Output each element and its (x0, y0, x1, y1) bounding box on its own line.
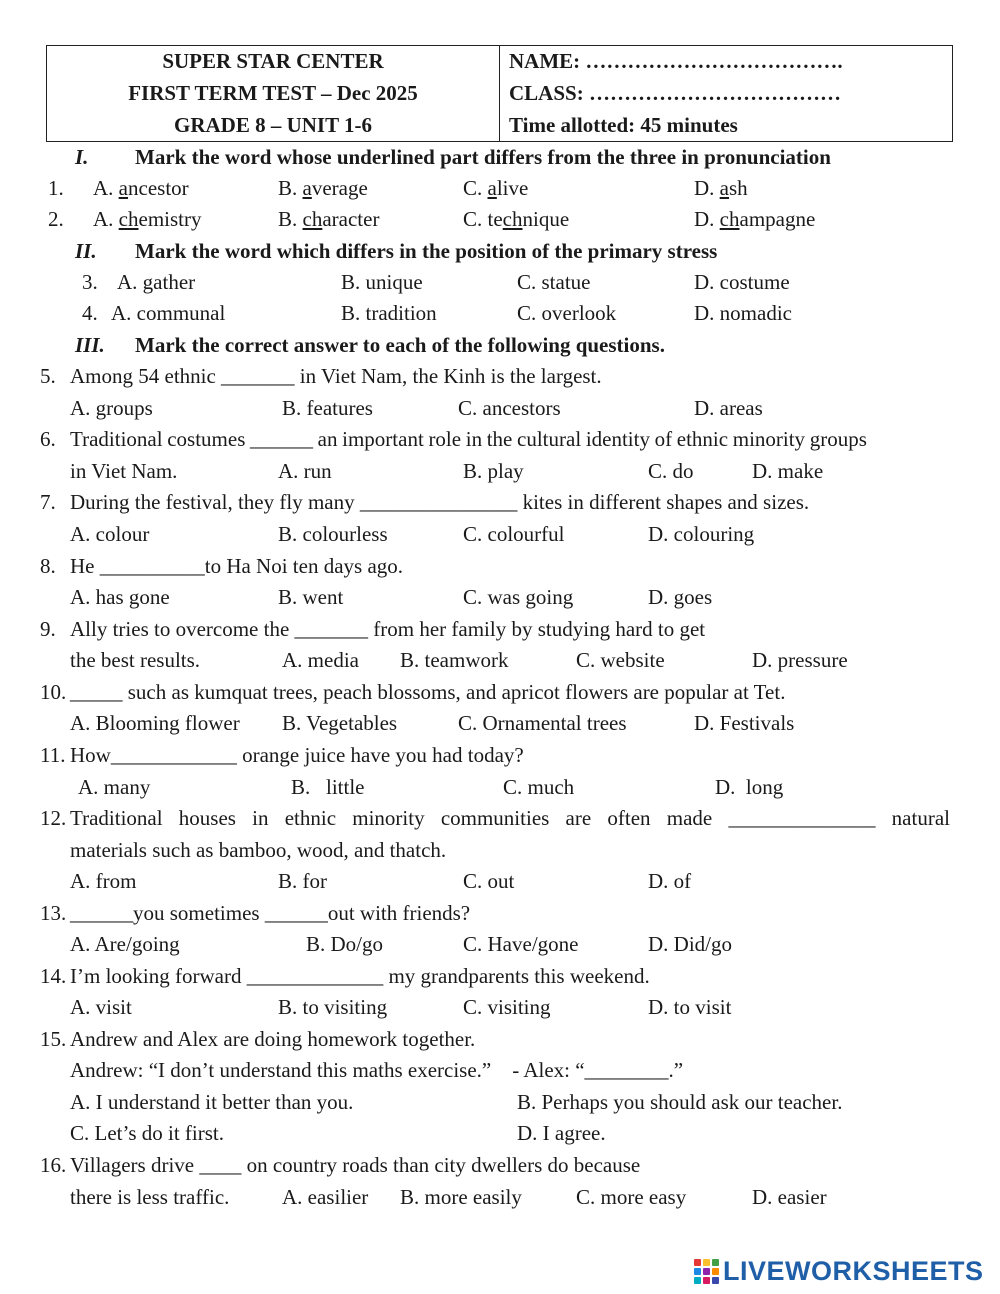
section-1-number: I. (75, 145, 89, 169)
option-b[interactable]: B. unique (341, 270, 423, 294)
question-stem: Andrew and Alex are doing homework together. (70, 1027, 476, 1051)
logo-square (712, 1277, 719, 1284)
option-b[interactable]: B. Vegetables (282, 711, 398, 735)
option-d[interactable]: D. ash (694, 176, 748, 200)
logo-square (703, 1277, 710, 1284)
question-number: 10. (40, 680, 67, 704)
question-stem: He __________to Ha Noi ten days ago. (70, 554, 404, 578)
option-c[interactable]: C. colourful (463, 522, 565, 546)
option-c[interactable]: C. visiting (463, 995, 551, 1019)
option-a[interactable]: A. visit (70, 995, 132, 1019)
question-number: 16. (40, 1153, 67, 1177)
option-b[interactable]: B. more easily (400, 1185, 522, 1209)
option-c[interactable]: C. Let’s do it first. (70, 1121, 224, 1145)
logo-square (703, 1268, 710, 1275)
option-c[interactable]: C. was going (463, 585, 574, 609)
question-number: 15. (40, 1027, 67, 1051)
logo-square (712, 1259, 719, 1266)
logo-square (703, 1259, 710, 1266)
option-a[interactable]: A. colour (70, 522, 150, 546)
option-c[interactable]: C. overlook (517, 301, 617, 325)
header-divider (499, 46, 500, 141)
test-title: FIRST TERM TEST – Dec 2025 (128, 81, 418, 105)
question-stem: Ally tries to overcome the _______ from her family by studying hard to get (70, 617, 706, 641)
question-number: 12. (40, 806, 67, 830)
option-b[interactable]: B. to visiting (278, 995, 388, 1019)
question-stem: How____________ orange juice have you had today? (70, 743, 524, 767)
question-number: 4. (82, 301, 98, 325)
option-a[interactable]: A. Blooming flower (70, 711, 240, 735)
option-d[interactable]: D. areas (694, 396, 763, 420)
option-a[interactable]: A. run (278, 459, 332, 483)
option-a[interactable]: A. groups (70, 396, 153, 420)
option-b[interactable]: B. features (282, 396, 373, 420)
option-d[interactable]: D. of (648, 869, 692, 893)
option-d[interactable]: D. costume (694, 270, 790, 294)
option-b[interactable]: B. Perhaps you should ask our teacher. (517, 1090, 843, 1114)
option-c[interactable]: C. Have/gone (463, 932, 579, 956)
logo-grid-icon (694, 1259, 719, 1284)
question-number: 3. (82, 270, 98, 294)
option-a[interactable]: A. Are/going (70, 932, 180, 956)
name-field[interactable]: NAME: ………………………………. (509, 49, 843, 73)
center-name: SUPER STAR CENTER (162, 49, 384, 73)
question-stem: Among 54 ethnic _______ in Viet Nam, the Kinh is the largest. (70, 364, 602, 388)
option-d[interactable]: D. long (715, 775, 784, 799)
option-b[interactable]: B. tradition (341, 301, 437, 325)
dialogue-line: Andrew: “I don’t understand this maths exercise.” - Alex: “________.” (70, 1058, 684, 1082)
question-stem: Traditional houses in ethnic minority communities are often made ______________ natural (70, 806, 950, 830)
option-a[interactable]: A. communal (111, 301, 226, 325)
logo-square (694, 1277, 701, 1284)
option-c[interactable]: C. website (576, 648, 665, 672)
question-stem-continued: materials such as bamboo, wood, and thatch. (70, 838, 447, 862)
question-stem-continued: the best results. (70, 648, 201, 672)
question-stem: _____ such as kumquat trees, peach blossoms, and apricot flowers are popular at Tet. (70, 680, 786, 704)
question-number: 2. (48, 207, 64, 231)
option-d[interactable]: D. make (752, 459, 824, 483)
question-stem-continued: in Viet Nam. (70, 459, 178, 483)
option-d[interactable]: D. goes (648, 585, 713, 609)
question-stem-continued: there is less traffic. (70, 1185, 230, 1209)
option-b[interactable]: B. Do/go (306, 932, 384, 956)
option-a[interactable]: A. from (70, 869, 137, 893)
option-c[interactable]: C. more easy (576, 1185, 687, 1209)
option-d[interactable]: D. Did/go (648, 932, 732, 956)
option-d[interactable]: D. pressure (752, 648, 848, 672)
question-number: 11. (40, 743, 66, 767)
section-1-title: Mark the word whose underlined part differs from the three in pronunciation (135, 145, 831, 169)
option-b[interactable]: B. teamwork (400, 648, 509, 672)
option-a[interactable]: A. easilier (282, 1185, 369, 1209)
question-number: 6. (40, 427, 56, 451)
question-number: 9. (40, 617, 56, 641)
option-d[interactable]: D. to visit (648, 995, 732, 1019)
question-stem: I’m looking forward _____________ my grandparents this weekend. (70, 964, 650, 988)
option-d[interactable]: D. I agree. (517, 1121, 606, 1145)
option-b[interactable]: B. little (291, 775, 365, 799)
question-number: 13. (40, 901, 67, 925)
question-number: 1. (48, 176, 64, 200)
logo-square (712, 1268, 719, 1275)
question-stem: Traditional costumes ______ an important role in the cultural identity of ethnic minority groups (70, 427, 867, 451)
option-d[interactable]: D. champagne (694, 207, 816, 231)
option-c[interactable]: C. technique (463, 207, 570, 231)
option-b[interactable]: B. average (278, 176, 368, 200)
option-b[interactable]: B. play (463, 459, 524, 483)
header-table (46, 45, 953, 142)
section-3-number: III. (75, 333, 105, 357)
question-number: 7. (40, 490, 56, 514)
question-stem: ______you sometimes ______out with friends? (70, 901, 471, 925)
option-c[interactable]: C. ancestors (458, 396, 561, 420)
option-b[interactable]: B. character (278, 207, 380, 231)
section-2-title: Mark the word which differs in the position of the primary stress (135, 239, 718, 263)
option-a[interactable]: A. media (282, 648, 359, 672)
question-stem: During the festival, they fly many _______________ kites in different shapes and sizes. (70, 490, 810, 514)
option-c[interactable]: C. alive (463, 176, 529, 200)
option-c[interactable]: C. much (503, 775, 575, 799)
option-d[interactable]: D. nomadic (694, 301, 792, 325)
option-b[interactable]: B. colourless (278, 522, 388, 546)
option-a[interactable]: A. ancestor (93, 176, 189, 200)
option-b[interactable]: B. for (278, 869, 327, 893)
grade-unit: GRADE 8 – UNIT 1-6 (174, 113, 372, 137)
section-3-title: Mark the correct answer to each of the following questions. (135, 333, 665, 357)
logo-square (694, 1268, 701, 1275)
option-a[interactable]: A. has gone (70, 585, 170, 609)
option-b[interactable]: B. went (278, 585, 344, 609)
option-c[interactable]: C. out (463, 869, 515, 893)
liveworksheets-logo[interactable] (694, 1256, 984, 1286)
option-a[interactable]: A. I understand it better than you. (70, 1090, 354, 1114)
option-d[interactable]: D. Festivals (694, 711, 795, 735)
logo-square (694, 1259, 701, 1266)
class-field[interactable]: CLASS: ……………………………… (509, 81, 841, 105)
option-c[interactable]: C. Ornamental trees (458, 711, 627, 735)
option-c[interactable]: C. statue (517, 270, 591, 294)
option-a[interactable]: A. chemistry (93, 207, 202, 231)
option-a[interactable]: A. gather (117, 270, 196, 294)
question-stem: Villagers drive ____ on country roads than city dwellers do because (70, 1153, 641, 1177)
logo-text: LIVEWORKSHEETS (723, 1255, 984, 1286)
option-d[interactable]: D. colouring (648, 522, 755, 546)
option-c[interactable]: C. do (648, 459, 694, 483)
time-allotted: Time allotted: 45 minutes (509, 113, 738, 137)
question-number: 5. (40, 364, 56, 388)
section-2-number: II. (75, 239, 97, 263)
option-d[interactable]: D. easier (752, 1185, 827, 1209)
option-a[interactable]: A. many (78, 775, 151, 799)
question-number: 8. (40, 554, 56, 578)
question-number: 14. (40, 964, 67, 988)
